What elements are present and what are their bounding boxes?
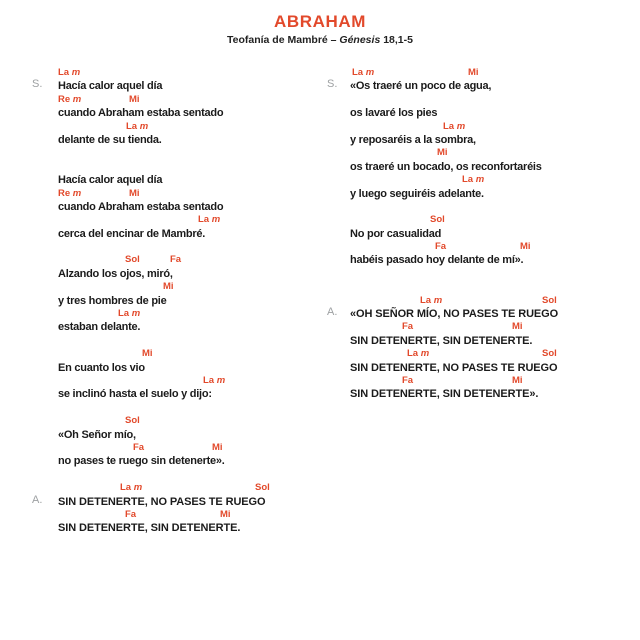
lyric-text: Alzando los ojos, miró, — [58, 267, 173, 280]
chord-mi: Mi — [512, 321, 523, 333]
blank-line — [58, 333, 265, 346]
subtitle-suffix: 18,1-5 — [380, 34, 413, 46]
lyric-line — [350, 226, 558, 239]
chord-line — [350, 373, 558, 386]
lyric-line — [58, 386, 265, 399]
lyric-line — [58, 520, 265, 533]
lyric-line — [58, 319, 265, 332]
lyric-line — [350, 186, 558, 199]
lyric-line — [350, 333, 558, 346]
lyric-line — [58, 172, 265, 185]
lyric-text: SIN DETENERTE, SIN DETENERTE. — [350, 334, 533, 347]
chord-line — [58, 480, 270, 494]
chord-la-m: La m — [198, 214, 221, 226]
lyric-line — [58, 105, 265, 118]
chord-la-m: La m — [443, 120, 466, 132]
chord-line — [58, 413, 265, 426]
lyric-text: No por casualidad — [350, 227, 442, 240]
chord-line — [350, 119, 558, 132]
chord-fa: Fa — [402, 321, 414, 333]
lyric-text: «Os traeré un poco de agua, — [350, 80, 492, 93]
lyric-line — [32, 493, 266, 508]
chord-la-m: La m — [120, 482, 143, 494]
lyric-line — [58, 132, 265, 145]
blank-line — [350, 92, 558, 105]
chord-line — [58, 252, 265, 265]
subtitle-italic: Génesis — [339, 34, 381, 46]
chord-mi: Mi — [163, 281, 174, 293]
lyric-line — [350, 360, 558, 373]
lyric-text: cuando Abraham estaba sentado — [58, 107, 224, 120]
lyric-text: Hacía calor aquel día — [58, 80, 163, 93]
subtitle-prefix: Teofanía de Mambré – — [227, 34, 340, 46]
lyric-text: se inclinó hasta el suelo y dijo: — [58, 388, 212, 401]
lyric-line — [327, 306, 559, 321]
chord-la-m: La m — [118, 308, 141, 320]
chord-line — [58, 186, 265, 199]
chord-mi: Mi — [129, 187, 140, 199]
chord-re-m: Re m — [58, 187, 82, 199]
chord-la-m: La m — [420, 294, 443, 306]
lyric-text: os traeré un bocado, os reconfortaréis — [350, 160, 542, 173]
blank-line — [58, 159, 265, 172]
chord-mi: Mi — [468, 67, 479, 78]
chord-sol: Sol — [125, 254, 140, 266]
chord-line — [58, 212, 265, 225]
lyric-text: habéis pasado hoy delante de mí». — [350, 254, 524, 267]
chord-la-m: La m — [126, 120, 149, 132]
lyric-line — [327, 78, 558, 93]
part-label: A. — [327, 306, 338, 319]
song-subtitle — [0, 34, 640, 47]
lyric-text: delante de su tienda. — [58, 133, 162, 146]
lyric-text: SIN DETENERTE, NO PASES TE RUEGO — [58, 495, 266, 508]
blank-line — [58, 145, 265, 158]
part-label: S. — [32, 78, 43, 91]
lyric-line — [350, 252, 558, 265]
chord-la-m: La m — [407, 348, 430, 360]
chord-re-m: Re m — [58, 93, 82, 105]
lyric-text: En cuanto los vio — [58, 361, 145, 374]
lyrics-column-right — [327, 65, 559, 401]
chord-mi: Mi — [512, 374, 523, 386]
lyric-text: y tres hombres de pie — [58, 294, 167, 307]
blank-line — [58, 239, 265, 252]
chord-line — [350, 65, 558, 78]
chord-mi: Mi — [212, 441, 223, 453]
blank-line — [350, 266, 558, 279]
chord-fa: Fa — [170, 254, 182, 266]
chord-line — [350, 293, 558, 306]
lyric-text: os lavaré los pies — [350, 107, 438, 120]
lyric-text: no pases te ruego sin detenerte». — [58, 455, 225, 468]
lyric-text: «OH SEÑOR MÍO, NO PASES TE RUEGO — [350, 308, 559, 321]
chord-sol: Sol — [255, 482, 270, 494]
chord-fa: Fa — [402, 374, 414, 386]
part-label: S. — [327, 78, 338, 91]
chord-line — [58, 119, 265, 132]
lyric-text: SIN DETENERTE, SIN DETENERTE». — [350, 388, 539, 401]
chord-sol: Sol — [542, 348, 557, 360]
chord-fa: Fa — [435, 241, 447, 253]
lyric-text: cerca del encinar de Mambré. — [58, 227, 206, 240]
chord-line — [58, 279, 265, 292]
lyric-text: «Oh Señor mío, — [58, 428, 136, 441]
lyric-text: SIN DETENERTE, SIN DETENERTE. — [58, 522, 241, 535]
chord-line — [350, 145, 558, 158]
chord-la-m: La m — [58, 67, 81, 78]
chord-line — [350, 319, 558, 332]
chord-mi: Mi — [129, 93, 140, 105]
chord-sol: Sol — [125, 415, 140, 427]
part-label: A. — [32, 493, 43, 506]
song-header — [0, 13, 640, 47]
chord-sol: Sol — [430, 214, 445, 226]
chord-line — [350, 212, 558, 225]
chord-sol: Sol — [542, 294, 557, 306]
lyrics-column-left — [32, 65, 270, 535]
chord-mi: Mi — [220, 508, 231, 520]
blank-line — [350, 279, 558, 292]
blank-line — [58, 400, 265, 413]
lyric-text: estaban delante. — [58, 321, 141, 334]
chord-la-m: La m — [462, 174, 485, 186]
chord-line — [58, 373, 265, 386]
lyric-line — [58, 266, 265, 279]
chord-fa: Fa — [125, 508, 137, 520]
lyric-line — [350, 159, 558, 172]
chord-la-m: La m — [203, 374, 226, 386]
chord-line — [58, 306, 265, 319]
chord-line — [58, 65, 265, 78]
lyric-line — [350, 386, 558, 399]
chord-line — [58, 440, 265, 453]
lyric-text: SIN DETENERTE, NO PASES TE RUEGO — [350, 361, 558, 374]
chord-mi: Mi — [520, 241, 531, 253]
chord-line — [58, 92, 265, 105]
lyric-text: cuando Abraham estaba sentado — [58, 200, 224, 213]
lyric-line — [58, 199, 265, 212]
chord-line — [58, 507, 265, 520]
song-title: ABRAHAM — [273, 12, 367, 31]
lyric-text: y luego seguiréis adelante. — [350, 187, 484, 200]
blank-line — [350, 199, 558, 212]
blank-line — [58, 467, 265, 480]
lyric-text: Hacía calor aquel día — [58, 174, 163, 187]
chord-line — [350, 172, 558, 185]
lyric-line — [58, 360, 265, 373]
lyric-line — [58, 427, 265, 440]
lyric-line — [58, 226, 265, 239]
lyric-line — [32, 78, 265, 93]
chord-line — [58, 346, 265, 359]
lyric-line — [350, 105, 558, 118]
chord-line — [350, 346, 558, 359]
chord-line — [350, 239, 558, 252]
lyric-line — [58, 293, 265, 306]
lyric-text: y reposaréis a la sombra, — [350, 133, 476, 146]
chord-mi: Mi — [142, 348, 153, 360]
lyric-line — [350, 132, 558, 145]
chord-fa: Fa — [133, 441, 145, 453]
chord-la-m: La m — [352, 67, 375, 78]
lyric-line — [58, 453, 265, 466]
chord-mi: Mi — [437, 147, 448, 159]
